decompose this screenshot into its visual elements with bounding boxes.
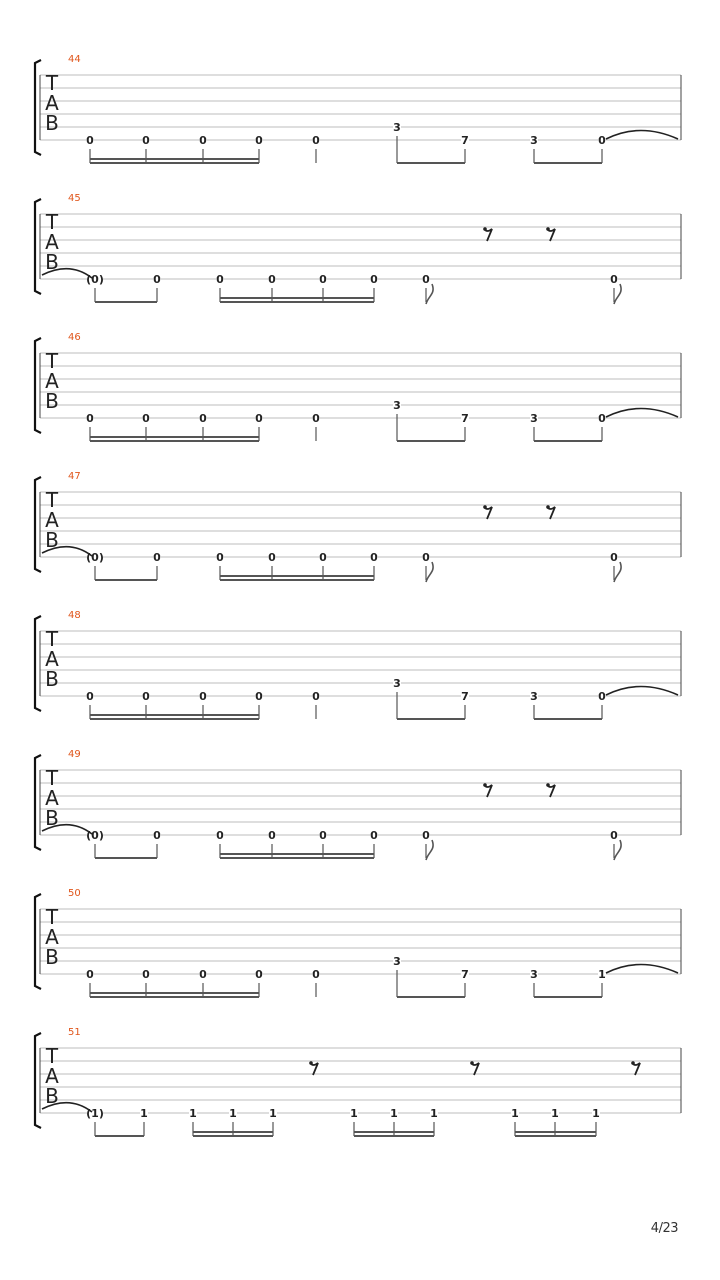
page-number: 4/23 [650, 1221, 678, 1236]
fret-number: 0 [598, 412, 606, 425]
tab-clef-letter: A [45, 369, 59, 393]
fret-number: 0 [370, 273, 378, 286]
tab-clef-letter: A [45, 647, 59, 671]
measure-number: 45 [68, 193, 81, 204]
fret-number: 0 [319, 273, 327, 286]
note-flag [614, 840, 621, 860]
rest-dot [631, 1061, 635, 1065]
tie-arc [606, 409, 678, 418]
fret-number: (0) [86, 551, 104, 564]
system-44 [35, 54, 681, 163]
tab-clef-letter: A [45, 786, 59, 810]
fret-number: 3 [393, 955, 401, 968]
fret-number: 0 [312, 968, 320, 981]
fret-number: 3 [393, 677, 401, 690]
fret-number: 1 [269, 1107, 277, 1120]
system-50 [35, 888, 681, 997]
tie-arc [606, 965, 678, 974]
tab-clef-letter: B [45, 250, 59, 274]
fret-number: 3 [530, 690, 538, 703]
measure-number: 51 [68, 1027, 81, 1038]
measure-number: 46 [68, 332, 81, 343]
fret-number: 0 [610, 551, 618, 564]
rest-dot [483, 227, 487, 231]
tab-clef-letter: T [45, 488, 59, 512]
fret-number: 1 [592, 1107, 600, 1120]
eighth-rest [484, 507, 492, 519]
fret-number: 1 [189, 1107, 197, 1120]
fret-number: 7 [461, 690, 469, 703]
tab-clef-letter: B [45, 389, 59, 413]
tab-clef-letter: T [45, 210, 59, 234]
fret-number: 0 [199, 134, 207, 147]
rest-dot [309, 1061, 313, 1065]
fret-number: 0 [199, 412, 207, 425]
measure-number: 50 [68, 888, 81, 899]
note-flag [614, 284, 621, 304]
rest-dot [546, 505, 550, 509]
fret-number: 0 [268, 551, 276, 564]
rest-dot [546, 783, 550, 787]
measure-number: 44 [68, 54, 81, 65]
tab-clef-letter: T [45, 766, 59, 790]
fret-number: 3 [530, 412, 538, 425]
fret-number: 0 [255, 690, 263, 703]
fret-number: 0 [142, 134, 150, 147]
rest-dot [546, 227, 550, 231]
fret-number: 0 [86, 412, 94, 425]
fret-number: 7 [461, 134, 469, 147]
tab-clef-letter: B [45, 1084, 59, 1108]
fret-number: 0 [319, 829, 327, 842]
fret-number: 0 [86, 134, 94, 147]
tab-clef-letter: A [45, 91, 59, 115]
fret-number: 0 [422, 829, 430, 842]
fret-number: 0 [370, 551, 378, 564]
fret-number: (1) [86, 1107, 104, 1120]
fret-number: 0 [312, 690, 320, 703]
fret-number: 1 [430, 1107, 438, 1120]
system-48 [35, 610, 681, 719]
fret-number: (0) [86, 273, 104, 286]
tab-clef-letter: B [45, 945, 59, 969]
fret-number: 0 [598, 134, 606, 147]
fret-number: 0 [312, 412, 320, 425]
fret-number: 0 [216, 551, 224, 564]
fret-number: 3 [530, 134, 538, 147]
fret-number: 0 [312, 134, 320, 147]
fret-number: 7 [461, 968, 469, 981]
fret-number: 1 [350, 1107, 358, 1120]
fret-number: 0 [268, 273, 276, 286]
fret-number: 0 [255, 134, 263, 147]
tab-clef-letter: A [45, 1064, 59, 1088]
fret-number: 1 [140, 1107, 148, 1120]
eighth-rest [484, 785, 492, 797]
tab-clef-letter: A [45, 230, 59, 254]
fret-number: 0 [153, 273, 161, 286]
note-flag [426, 562, 433, 582]
fret-number: 0 [255, 968, 263, 981]
fret-number: (0) [86, 829, 104, 842]
eighth-rest [547, 785, 555, 797]
rest-dot [483, 505, 487, 509]
fret-number: 1 [551, 1107, 559, 1120]
fret-number: 0 [199, 968, 207, 981]
system-46 [35, 332, 681, 441]
measure-number: 48 [68, 610, 81, 621]
fret-number: 0 [268, 829, 276, 842]
measure-number: 47 [68, 471, 81, 482]
fret-number: 0 [255, 412, 263, 425]
tab-clef-letter: A [45, 508, 59, 532]
fret-number: 0 [142, 690, 150, 703]
tab-clef-letter: T [45, 627, 59, 651]
tab-clef-letter: B [45, 528, 59, 552]
fret-number: 0 [610, 273, 618, 286]
measure-number: 49 [68, 749, 81, 760]
note-flag [426, 840, 433, 860]
system-51 [35, 1027, 681, 1136]
fret-number: 0 [153, 829, 161, 842]
eighth-rest [471, 1063, 479, 1075]
system-49 [35, 749, 681, 860]
eighth-rest [310, 1063, 318, 1075]
tab-clef-letter: T [45, 905, 59, 929]
fret-number: 0 [142, 412, 150, 425]
fret-number: 1 [229, 1107, 237, 1120]
fret-number: 3 [393, 121, 401, 134]
fret-number: 1 [511, 1107, 519, 1120]
fret-number: 0 [610, 829, 618, 842]
eighth-rest [484, 229, 492, 241]
fret-number: 1 [598, 968, 606, 981]
fret-number: 1 [390, 1107, 398, 1120]
fret-number: 0 [86, 968, 94, 981]
fret-number: 0 [199, 690, 207, 703]
note-flag [426, 284, 433, 304]
tab-clef-letter: B [45, 806, 59, 830]
eighth-rest [632, 1063, 640, 1075]
fret-number: 0 [422, 551, 430, 564]
eighth-rest [547, 507, 555, 519]
fret-number: 0 [216, 829, 224, 842]
tie-arc [606, 131, 678, 140]
fret-number: 0 [86, 690, 94, 703]
system-47 [35, 471, 681, 582]
fret-number: 0 [216, 273, 224, 286]
fret-number: 0 [153, 551, 161, 564]
tab-clef-letter: T [45, 1044, 59, 1068]
tab-clef-letter: A [45, 925, 59, 949]
fret-number: 3 [530, 968, 538, 981]
fret-number: 0 [319, 551, 327, 564]
fret-number: 0 [370, 829, 378, 842]
note-flag [614, 562, 621, 582]
tab-clef-letter: T [45, 71, 59, 95]
tab-clef-letter: T [45, 349, 59, 373]
rest-dot [470, 1061, 474, 1065]
fret-number: 0 [142, 968, 150, 981]
tab-clef-letter: B [45, 111, 59, 135]
fret-number: 0 [598, 690, 606, 703]
tab-clef-letter: B [45, 667, 59, 691]
fret-number: 0 [422, 273, 430, 286]
eighth-rest [547, 229, 555, 241]
system-45 [35, 193, 681, 304]
rest-dot [483, 783, 487, 787]
fret-number: 7 [461, 412, 469, 425]
fret-number: 3 [393, 399, 401, 412]
tie-arc [606, 687, 678, 696]
